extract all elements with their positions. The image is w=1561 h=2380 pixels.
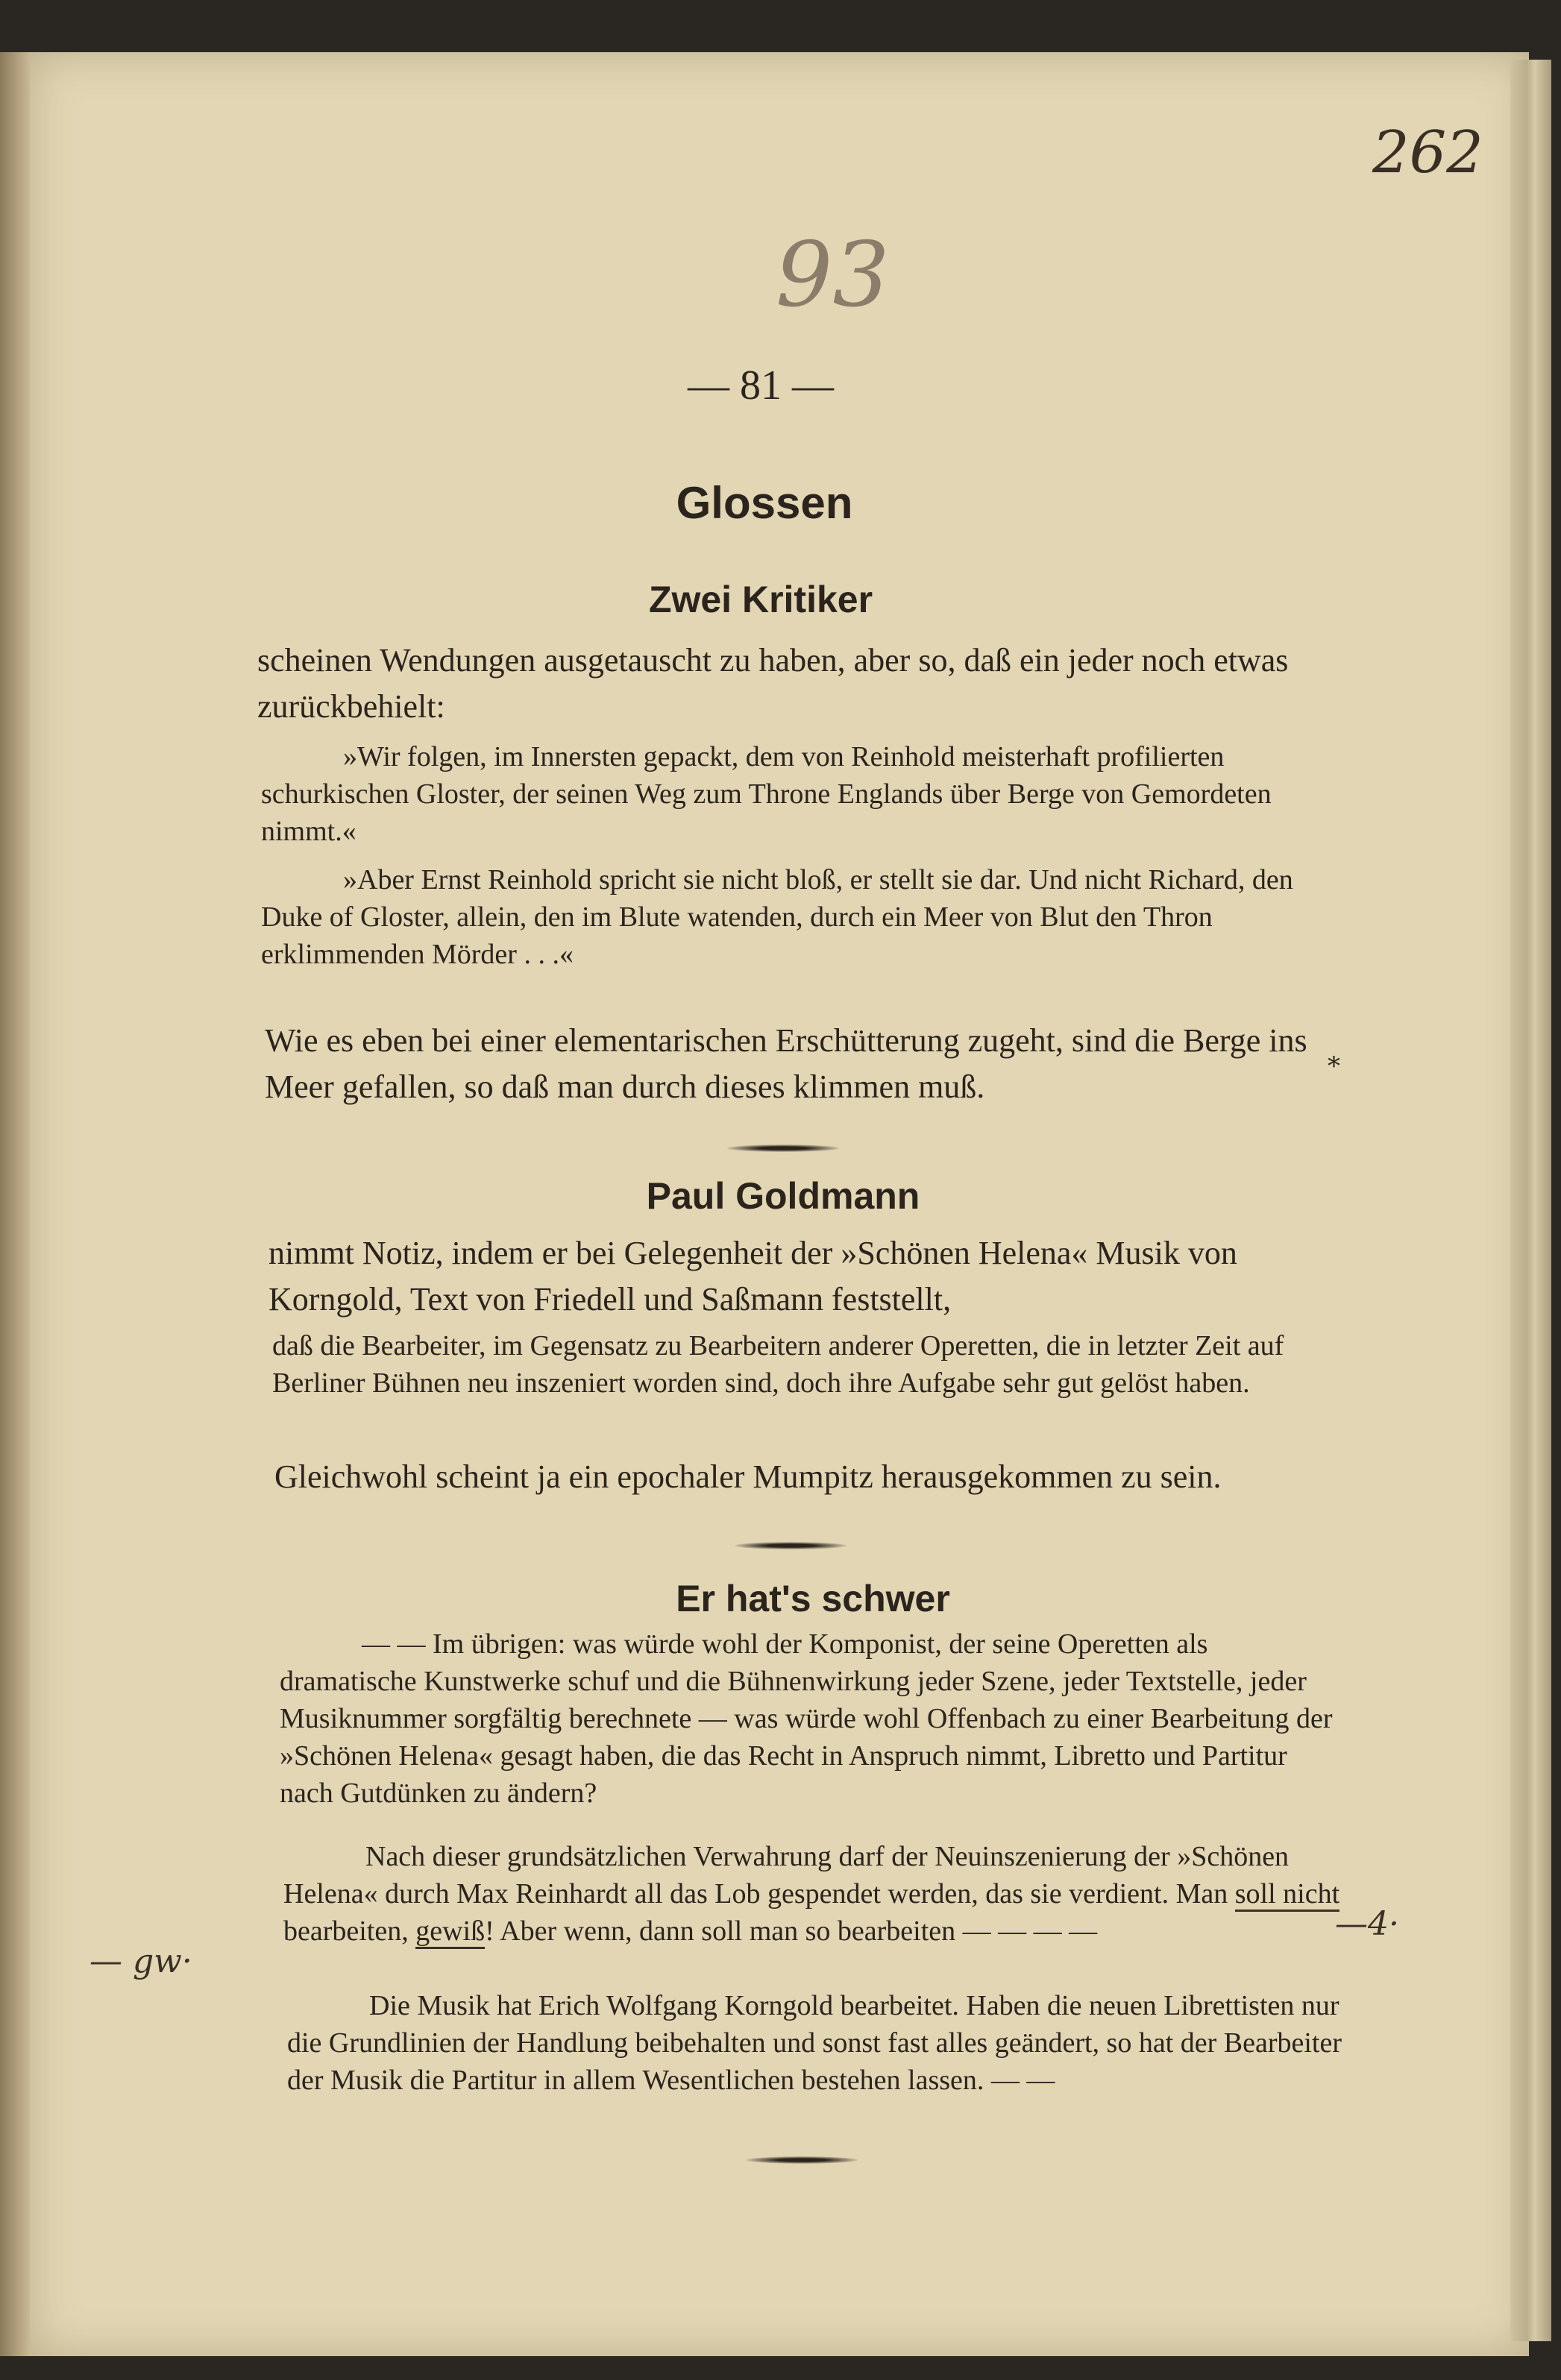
section2-conclusion: Gleichwohl scheint ja ein epochaler Mumpitz herausgekommen zu sein.: [274, 1458, 1222, 1495]
underlined-soll-nicht: soll nicht: [1235, 1878, 1339, 1912]
margin-note-right: —4·: [1335, 1905, 1399, 1943]
section2-quote: daß die Bearbeiter, im Gegensatz zu Bearbeitern anderer Operetten, die in letzter Zeit auf Berliner Bühnen neu inszeniert worden sind, doch ihre Aufgabe sehr gut gelöst haben.: [272, 1330, 1284, 1399]
section1-quote2: »Aber Ernst Reinhold spricht sie nicht bloß, er stellt sie dar. Und nicht Richard, den Duke of Gloster, allein, den im Blute watenden, durch ein Meer von Blut den Thron erklimmenden Mörder . . .«: [261, 864, 1293, 970]
section1-intro: scheinen Wendungen ausgetauscht zu haben, aber so, daß ein jeder noch etwas zurückbehielt:: [257, 642, 1289, 725]
page-number: — 81 —: [688, 362, 834, 409]
archive-number: 262: [1372, 119, 1483, 186]
section-heading-zwei-kritiker: Zwei Kritiker: [648, 579, 873, 620]
section-heading-er-hats-schwer: Er hat's schwer: [676, 1578, 950, 1619]
section1-quote1: »Wir folgen, im Innersten gepackt, dem von Reinhold meisterhaft profilierten schurkischen Gloster, der seinen Weg zum Throne Englands über Berge von Gemordeten nimmt.«: [261, 741, 1272, 847]
para2-text-c: ! Aber wenn, dann soll man so bearbeiten — — — —: [485, 1915, 1098, 1947]
underlined-gewiss: gewiß: [415, 1915, 485, 1949]
asterisk-mark: *: [1328, 1051, 1340, 1081]
para2-text-b: bearbeiten,: [283, 1915, 416, 1947]
para2-text-a: Nach dieser grundsätzlichen Verwahrung darf der Neuinszenierung der »Schönen Helena« durch Max Reinhardt all das Lob gespendet werden, das sie verdient. Man: [283, 1841, 1290, 1910]
section3-para3: Die Musik hat Erich Wolfgang Korngold bearbeitet. Haben die neuen Librettisten nur die Grundlinien der Handlung beibehalten und sonst fast alles geändert, so hat der Bearbeiter der Musik die Partitur in allem Wesentlichen bestehen lassen. — —: [287, 1990, 1342, 2096]
section3-para2: [283, 1838, 1342, 1950]
section-divider: [735, 1542, 847, 1549]
page-edge: [1510, 60, 1551, 2341]
section-divider: [727, 1145, 839, 1152]
section2-intro: nimmt Notiz, indem er bei Gelegenheit der »Schönen Helena« Musik von Korngold, Text von Friedell und Saßmann feststellt,: [268, 1235, 1237, 1318]
page-title: Glossen: [676, 478, 853, 528]
section3-para1: — — Im übrigen: was würde wohl der Komponist, der seine Operetten als dramatische Kunstwerke schuf und die Bühnenwirkung jeder Szene, jeder Textstelle, jeder Musiknummer sorgfältig berechnete — was würde wohl Offenbach zu einer Bearbeitung der »Schönen Helena« gesagt haben, die das Recht in Anspruch nimmt, Libretto und Partitur nach Gutdünken zu ändern?: [280, 1628, 1333, 1809]
pencil-number: 93: [776, 224, 890, 327]
book-spine: [0, 52, 30, 2356]
margin-note-left: — gw·: [89, 1942, 192, 1980]
section-divider: [746, 2156, 858, 2164]
section1-conclusion: Wie es eben bei einer elementarischen Erschütterung zugeht, sind die Berge ins Meer gefallen, so daß man durch dieses klimmen muß.: [265, 1022, 1307, 1105]
section-heading-paul-goldmann: Paul Goldmann: [646, 1175, 920, 1217]
